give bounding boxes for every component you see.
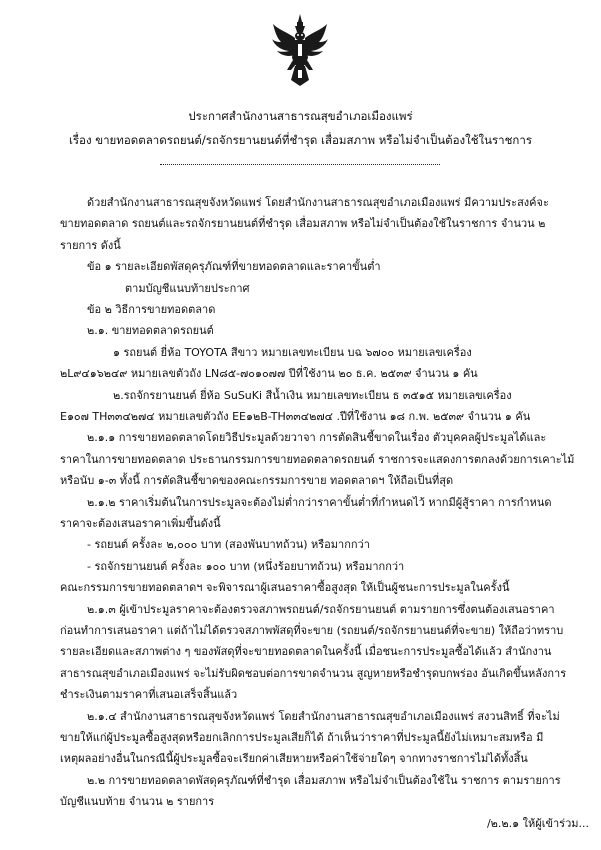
body-line: ๒.๑.๑ การขายทอดตลาดโดยวิธีประมูลด้วยวาจา การตัดสินชี้ขาดในเรื่อง ตัวบุคคลผู้ประมูลได้และ	[87, 431, 547, 445]
body-line: ราคาจะต้องเสนอราคาเพิ่มขึ้นดังนี้	[60, 517, 221, 530]
body-line: ก่อนทำการเสนอราคา แต่ถ้าไม่ได้ตรวจสภาพพัสดุที่จะขาย (รถยนต์/รถจักรยานยนต์ที่จะขาย) ให้ถือว่าทราบ	[60, 624, 564, 637]
body-line: เหตุผลอย่างอื่นในกรณีนี้ผู้ประมูลซื้อจะเรียกค่าเสียหายหรือค่าใช้จ่ายใดๆ จากทางราชการไม่ได้ทั้งสิ้น	[60, 752, 528, 766]
bid-increment-car: - รถยนต์ ครั้งละ ๒,๐๐๐ บาท (สองพันบาทถ้วน) หรือมากกว่า	[87, 538, 370, 552]
vehicle-2-line: ๒.รถจักรยานยนต์ ยี่ห้อ SuSuKi สีน้ำเงิน หมายเลขทะเบียน ธ ๓๕๑๕ หมายเลขเครื่อง	[113, 388, 512, 402]
vehicle-1-line: ๑ รถยนต์ ยี่ห้อ TOYOTA สีขาว หมายเลขทะเบียน บฉ ๖๗๐๐ หมายเลขเครื่อง	[113, 345, 472, 359]
bid-increment-motorcycle: - รถจักรยานยนต์ ครั้งละ ๑๐๐ บาท (หนึ่งร้อยบาทถ้วน) หรือมากกว่า	[87, 559, 405, 573]
section-2-1-heading: ๒.๑. ขายทอดตลาดรถยนต์	[87, 324, 214, 338]
body-line: ๒.๒ การขายทอดตลาดพัสดุครุภัณฑ์ที่ชำรุด เสื่อมสภาพ หรือไม่จำเป็นต้องใช้ใน ราชการ ตามรายการ	[87, 773, 561, 787]
continuation-marker: /๒.๒.๑ ให้ผู้เข้าร่วม...	[486, 816, 589, 830]
body-line: สาธารณสุขอำเภอเมืองแพร่ จะไม่รับผิดชอบต่อการขาดจำนวน สูญหายหรือชำรุดบกพร่อง อันเกิดขึ้นหลังการ	[60, 666, 567, 680]
separator-dotted-line	[160, 164, 440, 165]
body-line: บัญชีแนบท้าย จำนวน ๒ รายการ	[60, 795, 215, 809]
clause-1-heading: ข้อ ๑ รายละเอียดพัสดุครุภัณฑ์ที่ขายทอดตลาดและราคาขั้นต่ำ	[87, 260, 381, 274]
body-line: หรือนับ ๑-๓ ทั้งนี้ การตัดสินชี้ขาดของคณะกรรมการขาย ทอดตลาดฯ ให้ถือเป็นที่สุด	[60, 474, 454, 488]
garuda-emblem-icon	[271, 14, 329, 86]
body-line: ๒.๑.๒ ราคาเริ่มต้นในการประมูลจะต้องไม่ต่ำกว่าราคาขั้นต่ำที่กำหนดไว้ หากมีผู้สู้ราคา การกำหนด	[87, 495, 552, 509]
body-line: ด้วยสำนักงานสาธารณสุขจังหวัดแพร่ โดยสำนักงานสาธารณสุขอำเภอเมืองแพร่ มีความประสงค์จะ	[87, 196, 549, 209]
body-line: คณะกรรมการขายทอดตลาดฯ จะพิจารณาผู้เสนอราคาซื้อสูงสุด ให้เป็นผู้ชนะการประมูลในครั้งนี้	[60, 581, 510, 595]
body-line: ขายให้แก่ผู้ประมูลซื้อสูงสุดหรือยกเลิกการประมูลเสียก็ได้ ถ้าเห็นว่าราคาที่ประมูลนี้ยังไม่เหมาะสมหรือ มี	[60, 731, 544, 744]
body-line: รายละเอียดและสภาพต่าง ๆ ของพัสดุที่จะขายทอดตลาดในครั้งนี้ เมื่อชนะการประมูลซื้อได้แล้ว สำนักงาน	[60, 645, 552, 659]
announcement-title: ประกาศสำนักงานสาธารณสุขอำเภอเมืองแพร่	[188, 109, 413, 123]
body-line: รายการ ดังนี้	[60, 238, 121, 252]
body-line: ตามบัญชีแนบท้ายประกาศ	[125, 281, 250, 295]
body-line: ราคาในการขายทอดตลาด ประธานกรรมการขายทอดตลาดรถยนต์ ราชการจะแสดงการตกลงด้วยการเคาะไม้	[60, 452, 575, 466]
clause-2-heading: ข้อ ๒ วิธีการขายทอดตลาด	[87, 303, 216, 316]
body-line: ๒.๑.๔ สำนักงานสาธารณสุขจังหวัดแพร่ โดยสำนักงานสาธารณสุขอำเภอเมืองแพร่ สงวนสิทธิ์ ที่จะไม่	[87, 709, 560, 723]
body-line: ๒.๑.๓ ผู้เข้าประมูลราคาจะต้องตรวจสภาพรถยนต์/รถจักรยานยนต์ ตามรายการซึ่งตนต้องเสนอราคา	[87, 602, 555, 616]
announcement-subject: เรื่อง ขายทอดตลาดรถยนต์/รถจักรยานยนต์ที่ชำรุด เสื่อมสภาพ หรือไม่จำเป็นต้องใช้ในราชการ	[68, 133, 533, 147]
vehicle-2-line: E๑๐๗ TH๓๓๔๒๗๔ หมายเลขตัวถัง EE๑๒B-TH๓๓๔๒๗๔ .ปีที่ใช้งาน ๑๘ ก.พ. ๒๕๓๙ จำนวน ๑ คัน	[60, 410, 531, 423]
body-line: ขายทอดตลาด รถยนต์และรถจักรยานยนต์ที่ชำรุด เสื่อมสภาพ หรือไม่จำเป็นต้องใช้ในราชการ จำนวน ๒	[60, 217, 546, 231]
body-line: ชำระเงินตามราคาที่เสนอเสร็จสิ้นแล้ว	[60, 688, 238, 702]
vehicle-1-line: ๒L๙๔๑๖๒๔๙ หมายเลขตัวถัง LN๘๕-๗๐๑๐๗๗ ปีที่ใช้งาน ๒๐ ธ.ค. ๒๕๓๙ จำนวน ๑ คัน	[60, 367, 478, 381]
